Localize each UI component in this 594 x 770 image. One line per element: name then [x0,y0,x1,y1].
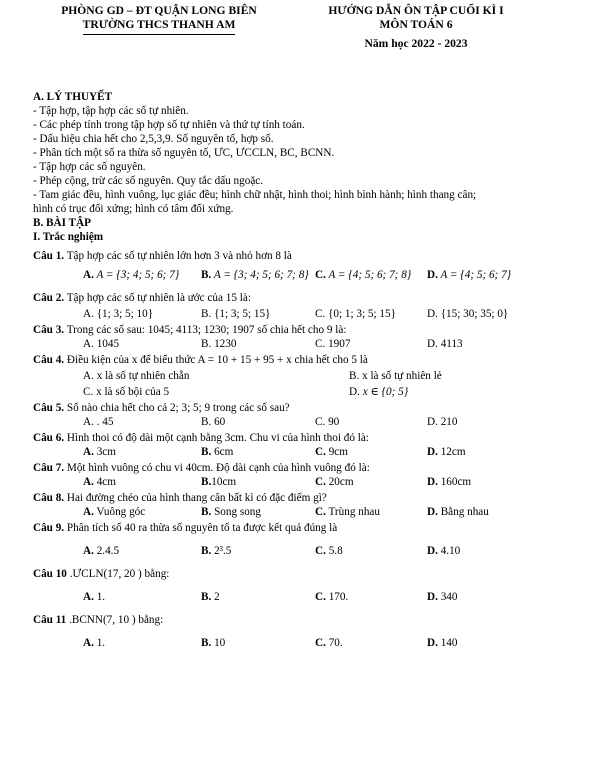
school-header [34,4,284,35]
option-c: C. 90 [315,416,340,428]
document-title-block [296,4,536,51]
option-b: B. 60 [201,416,226,428]
department-name: PHÒNG GD – ĐT QUẬN LONG BIÊN [61,4,257,17]
option-c: C. A = {4; 5; 6; 7; 8} [315,269,412,281]
option-b: B. 2³.5 [201,545,232,557]
answer-options [33,544,553,558]
option-a: A. x là số tự nhiên chẵn [83,370,190,382]
answer-options [33,590,553,604]
option-d: D. 4113 [427,338,463,350]
option-d: D. 210 [427,416,458,428]
option-c: C. 20cm [315,476,354,488]
option-d: D. 340 [427,591,458,603]
option-c: C. 70. [315,637,343,649]
answer-options [33,307,553,321]
option-a: A. 1045 [83,338,120,350]
option-a: A. 2.4.5 [83,545,120,557]
option-c: C. x là số bội của 5 [83,386,170,398]
exercises-heading: B. BÀI TẬP [33,217,91,229]
theory-item: - Phân tích một số ra thừa số nguyên tố, ƯC, ƯCCLN, BC, BCNN. [33,147,335,159]
answer-options [33,475,553,489]
option-d: D. {15; 30; 35; 0} [427,308,509,320]
multiple-choice-heading: I. Trắc nghiệm [33,231,104,243]
question-10: Câu 10 .ƯCLN(17, 20 ) bằng: [33,568,170,580]
option-c: C. 170. [315,591,349,603]
answer-options-row2 [33,385,553,399]
question-7: Câu 7. Một hình vuông có chu vi 40cm. Độ dài cạnh của hình vuông đó là: [33,462,370,474]
option-b: B. x là số tự nhiên lẻ [349,370,442,382]
option-d: D. x ∈ {0; 5} [349,386,409,398]
option-d: D. 140 [427,637,458,649]
option-b: B. 10 [201,637,226,649]
answer-options [33,268,553,282]
question-8: Câu 8. Hai đường chéo của hình thang cân bất kì có đặc điểm gì? [33,492,327,504]
option-c: C. Trùng nhau [315,506,380,518]
option-d: D. 12cm [427,446,466,458]
option-a: A. A = {3; 4; 5; 6; 7} [83,269,180,281]
school-year: Năm học 2022 - 2023 [364,36,468,50]
theory-item: - Phép cộng, trừ các số nguyên. Quy tắc dấu ngoặc. [33,175,264,187]
option-d: D. Bằng nhau [427,506,489,518]
option-c: C. 5.8 [315,545,343,557]
answer-options [33,415,553,429]
theory-heading: A. LÝ THUYẾT [33,91,113,103]
theory-item: - Tập hợp các số nguyên. [33,161,146,173]
document-body [33,90,553,650]
option-a: A. 1. [83,637,106,649]
question-3: Câu 3. Trong các số sau: 1045; 4113; 1230; 1907 số chia hết cho 9 là: [33,324,347,336]
question-11: Câu 11 .BCNN(7, 10 ) bằng: [33,614,164,626]
option-d: D. 160cm [427,476,472,488]
question-5: Câu 5. Số nào chia hết cho cả 2; 3; 5; 9 trong các số sau? [33,402,290,414]
answer-options [33,337,553,351]
theory-item: hình có trục đối xứng; hình có tâm đối xứng. [33,203,234,215]
option-b: B. 2 [201,591,220,603]
option-b: B. A = {3; 4; 5; 6; 7; 8} [201,269,309,281]
answer-options-row1 [33,369,553,383]
option-d: D. A = {4; 5; 6; 7} [427,269,512,281]
option-a: A. . 45 [83,416,114,428]
theory-item: - Tập hợp, tập hợp các số tự nhiên. [33,105,189,117]
document-title: HƯỚNG DẪN ÔN TẬP CUỐI KÌ I [328,4,504,17]
theory-item: - Tam giác đều, hình vuông, lục giác đều; hình chữ nhật, hình thoi; hình bình hành; hình thang cân; [33,189,477,201]
question-4: Câu 4. Điều kiện của x để biểu thức A = 10 + 15 + 95 + x chia hết cho 5 là [33,354,368,366]
question-1 [33,249,553,263]
option-a: A. Vuông góc [83,506,146,518]
option-c: C. 9cm [315,446,348,458]
theory-item: - Các phép tính trong tập hợp số tự nhiên và thứ tự tính toán. [33,119,305,131]
option-b: B. 6cm [201,446,234,458]
option-b: B. 1230 [201,338,237,350]
question-9: Câu 9. Phân tích số 40 ra thừa số nguyên tố ta được kết quả đúng là [33,522,338,534]
subject-title: MÔN TOÁN 6 [379,18,453,32]
option-d: D. 4.10 [427,545,461,557]
option-c: C. {0; 1; 3; 5; 15} [315,308,396,320]
option-a: A. 1. [83,591,106,603]
question-label: Câu 1. [33,250,65,262]
option-b: B. Song song [201,506,261,518]
option-a: A. 3cm [83,446,116,458]
answer-options [33,636,553,650]
question-6: Câu 6. Hình thoi có độ dài một cạnh bằng 3cm. Chu vi của hình thoi đó là: [33,432,369,444]
option-a: A. 4cm [83,476,116,488]
option-b: B.10cm [201,476,237,488]
answer-options [33,445,553,459]
theory-item: - Dấu hiệu chia hết cho 2,5,3,9. Số nguyên tố, hợp số. [33,133,274,145]
answer-options [33,505,553,519]
option-b: B. {1; 3; 5; 15} [201,308,271,320]
question-text: Tập hợp các số tự nhiên lớn hơn 3 và nhỏ hơn 8 là [64,250,292,262]
option-c: C. 1907 [315,338,351,350]
question-2: Câu 2. Tập hợp các số tự nhiên là ước của 15 là: [33,292,251,304]
school-name: TRƯỜNG THCS THANH AM [83,18,236,34]
option-a: A. {1; 3; 5; 10} [83,308,154,320]
